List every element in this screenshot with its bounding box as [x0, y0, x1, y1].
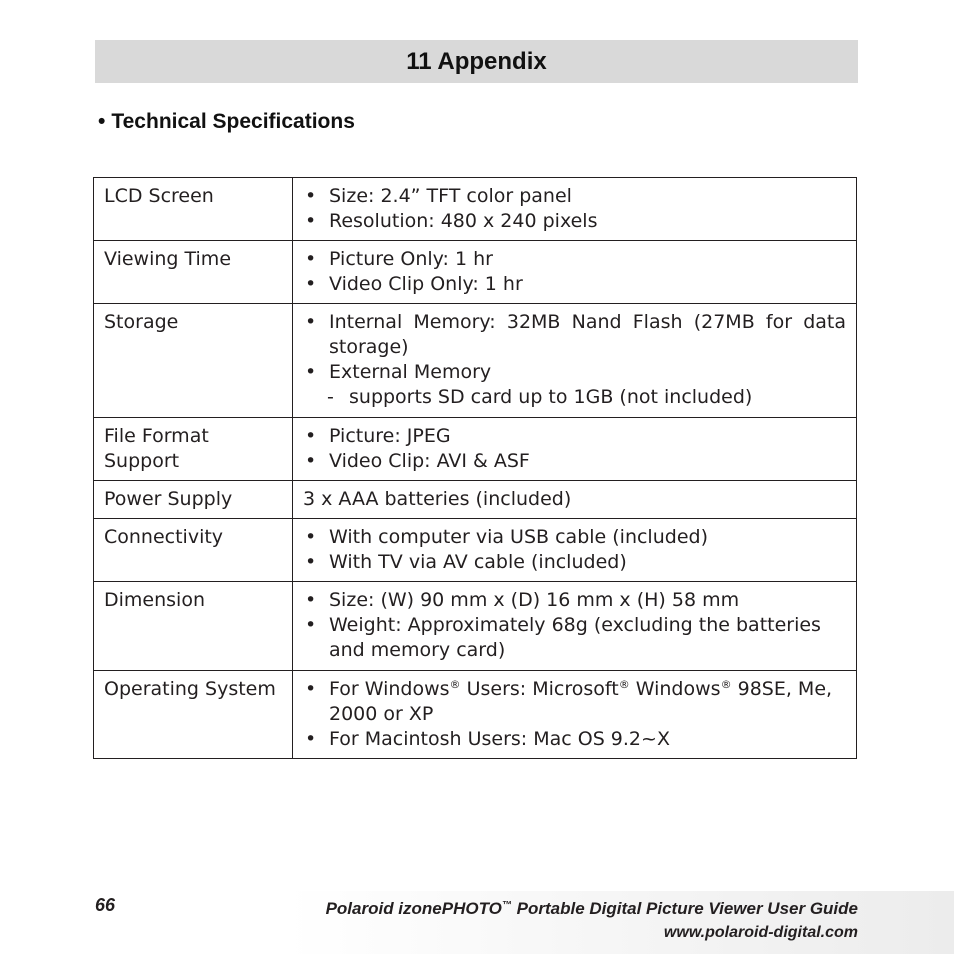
registered-mark: ®	[449, 678, 461, 691]
page-number: 66	[95, 895, 116, 915]
section-bullet: •	[98, 110, 106, 133]
spec-label: Storage	[94, 304, 293, 418]
spec-label: Viewing Time	[94, 241, 293, 304]
list-item: • Video Clip: AVI & ASF	[305, 450, 530, 472]
spec-value	[293, 671, 857, 759]
list-item: • External Memory	[305, 361, 492, 383]
table-row	[94, 241, 857, 304]
list-item: • For Macintosh Users: Mac OS 9.2~X	[305, 728, 670, 750]
registered-mark: ®	[720, 678, 732, 691]
list-item: • Resolution: 480 x 240 pixels	[305, 210, 598, 232]
footer-url: www.polaroid-digital.com	[663, 924, 858, 941]
bullet-icon: •	[305, 614, 317, 636]
bullet-icon: •	[305, 678, 317, 700]
spec-value	[293, 519, 857, 582]
list-item: • Size: 2.4” TFT color panel	[305, 185, 572, 207]
spec-value	[293, 582, 857, 671]
spec-value	[293, 304, 857, 418]
bullet-icon: •	[305, 551, 317, 573]
bullet-icon: •	[305, 425, 317, 447]
spec-value	[293, 241, 857, 304]
table-row	[94, 582, 857, 671]
section-heading-text: Technical Specifications	[111, 110, 355, 133]
bullet-icon: •	[305, 273, 317, 295]
table-row	[94, 418, 857, 481]
list-item: • Size: (W) 90 mm x (D) 16 mm x (H) 58 mm	[305, 589, 740, 611]
registered-mark: ®	[618, 678, 630, 691]
bullet-icon: •	[305, 311, 317, 333]
bullet-icon: •	[305, 185, 317, 207]
list-item: • Picture: JPEG	[305, 425, 451, 447]
guide-title: Polaroid izonePHOTO™ Portable Digital Picture Viewer User Guide	[325, 899, 858, 918]
trademark-mark: ™	[501, 900, 512, 911]
bullet-icon: •	[305, 210, 317, 232]
list-item: • For Windows® Users: Microsoft® Windows® 98SE, Me, 2000 or XP	[305, 678, 833, 725]
section-heading	[98, 110, 355, 134]
list-item: • Weight: Approximately 68g (excluding the batteries and memory card)	[305, 614, 821, 661]
chapter-title: 11 Appendix	[406, 47, 547, 75]
bullet-icon: •	[305, 526, 317, 548]
spec-value	[293, 418, 857, 481]
table-row	[94, 671, 857, 759]
bullet-icon: •	[305, 248, 317, 270]
list-item: • Video Clip Only: 1 hr	[305, 273, 523, 295]
spec-value	[293, 178, 857, 241]
dash-marker: -	[327, 386, 334, 408]
spec-label: Operating System	[94, 671, 293, 759]
specifications-table	[93, 177, 857, 759]
spec-value: 3 x AAA batteries (included)	[293, 481, 857, 519]
list-item: • Picture Only: 1 hr	[305, 248, 493, 270]
spec-label: File Format Support	[94, 418, 293, 481]
bullet-icon: •	[305, 728, 317, 750]
sub-list-item: - supports SD card up to 1GB (not included)	[327, 386, 753, 408]
table-row	[94, 178, 857, 241]
spec-label: LCD Screen	[94, 178, 293, 241]
table-row	[94, 519, 857, 582]
list-item: • With TV via AV cable (included)	[305, 551, 627, 573]
bullet-icon: •	[305, 361, 317, 383]
spec-label: Connectivity	[94, 519, 293, 582]
table-row	[94, 304, 857, 418]
spec-label: Power Supply	[94, 481, 293, 519]
list-item: • Internal Memory: 32MB Nand Flash (27MB for data storage)	[305, 311, 846, 358]
chapter-title-bar	[95, 40, 858, 83]
table-row	[94, 481, 857, 519]
bullet-icon: •	[305, 450, 317, 472]
list-item: • With computer via USB cable (included)	[305, 526, 708, 548]
bullet-icon: •	[305, 589, 317, 611]
spec-label: Dimension	[94, 582, 293, 671]
